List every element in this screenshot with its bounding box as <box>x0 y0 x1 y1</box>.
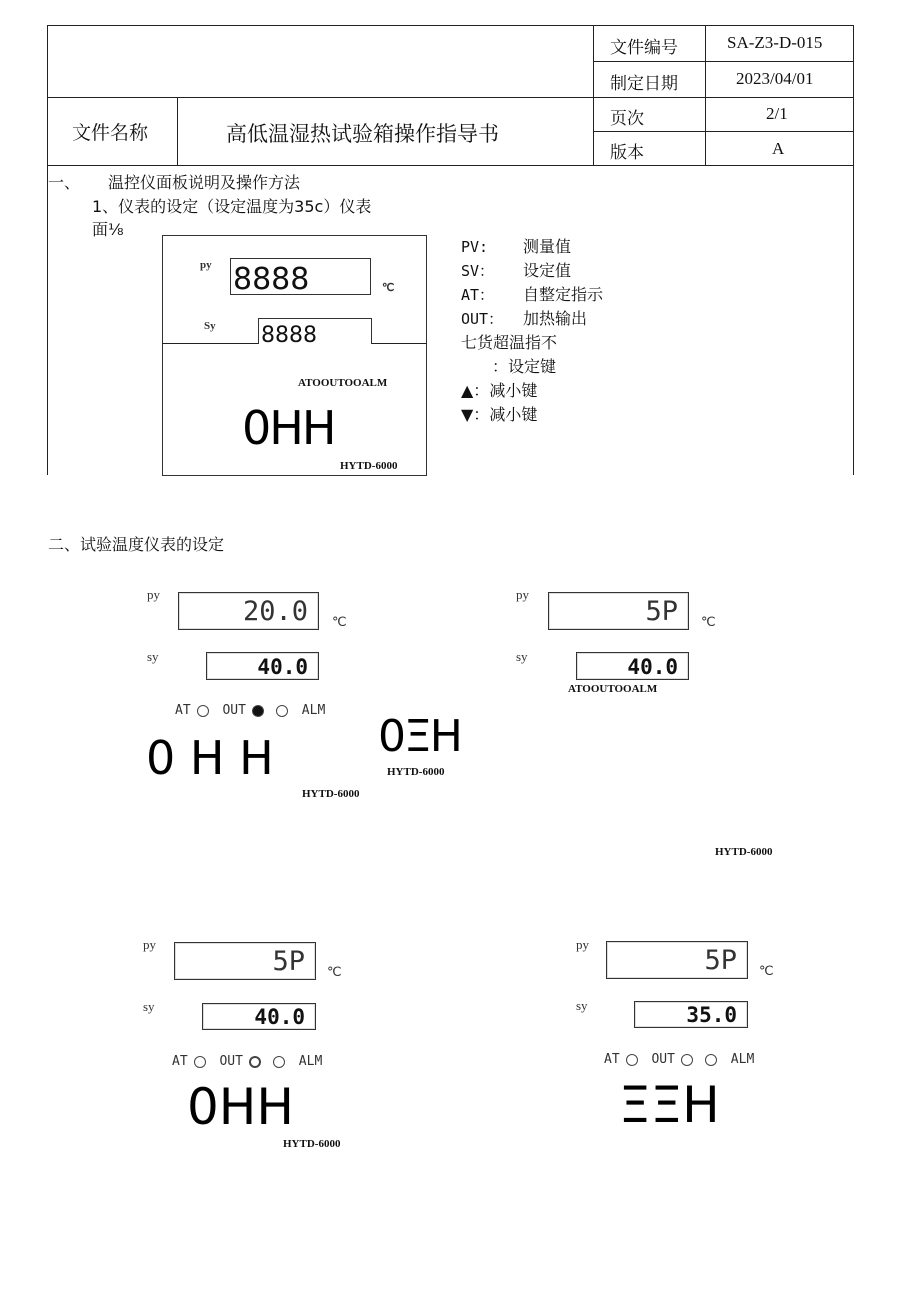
document-title: 高低温湿热试验箱操作指导书 <box>226 122 499 146</box>
panel-c-pv-value: 5P <box>272 946 305 977</box>
panel-d-at-label: AT <box>604 1052 620 1067</box>
legend-row-alarm: 七货超温指不 <box>461 333 558 352</box>
panel-d-sv-value: 35.0 <box>686 1003 737 1027</box>
panel-a-out-label: OUT <box>222 703 246 718</box>
out-led-icon <box>252 705 264 717</box>
version-value: A <box>772 139 785 158</box>
panel-c-out-label: OUT <box>219 1054 243 1069</box>
date-value: 2023/04/01 <box>736 69 814 88</box>
file-name-label: 文件名称 <box>72 122 149 144</box>
panel-c-keys: 0HH <box>187 1078 295 1136</box>
panel-a-indicators <box>175 703 325 718</box>
panel1-keys: 0HH <box>242 401 335 455</box>
alm-led-icon <box>273 1056 285 1068</box>
panel-b-model: HYTD-6000 <box>387 766 445 778</box>
panel-d-pv-value: 5P <box>704 945 737 976</box>
panel-b-pv-label: py <box>516 587 529 602</box>
panel-c-model: HYTD-6000 <box>283 1138 341 1150</box>
at-led-icon <box>626 1054 638 1066</box>
panel-d-sv-display <box>634 1001 748 1028</box>
panel-c-unit: ℃ <box>327 964 342 979</box>
at-led-icon <box>194 1056 206 1068</box>
panel-a-sv-label: sy <box>147 649 159 664</box>
panel1-sv-display <box>258 318 372 344</box>
panel-c-at-label: AT <box>172 1054 188 1069</box>
panel-a-pv-display <box>178 592 319 630</box>
panel1-sv-value: 8888 <box>261 323 317 344</box>
section1-sub-line2: 面⅛ <box>92 220 124 239</box>
panel-c-alm-label: ALM <box>298 1054 323 1069</box>
panel-a-unit: ℃ <box>332 614 347 629</box>
panel-c-sv-display <box>202 1003 316 1030</box>
legend-row-pv: PV: 测量值 <box>461 237 572 256</box>
panel1-pv-display <box>230 258 371 295</box>
panel1-pv-value: 8888 <box>233 262 310 297</box>
panel-c-pv-display <box>174 942 316 980</box>
panel-b-sv-value: 40.0 <box>627 655 678 679</box>
panel-d-unit: ℃ <box>759 963 774 978</box>
panel-b-keys: 0ΞH <box>378 711 461 762</box>
panel-b-sv-display <box>576 652 689 680</box>
panel1-pv-label: py <box>200 259 212 271</box>
date-label: 制定日期 <box>610 74 678 94</box>
panel-c-sv-value: 40.0 <box>254 1005 305 1029</box>
panel1-model: HYTD-6000 <box>340 460 398 472</box>
alm-led-icon <box>705 1054 717 1066</box>
legend-row-up-key: ▲：减小键 <box>461 381 538 400</box>
page-value: 2/1 <box>766 104 788 123</box>
legend-row-down-key: ▼：减小键 <box>461 405 538 424</box>
panel-a-sv-display <box>206 652 319 680</box>
panel-d-pv-display <box>606 941 748 979</box>
panel-b-pv-display <box>548 592 689 630</box>
section1-sub-line1: 1、仪表的设定（设定温度为35c）仪表 <box>92 197 372 216</box>
panel-a-sv-value: 40.0 <box>257 655 308 679</box>
doc-no-value: SA-Z3-D-015 <box>727 33 823 52</box>
at-led-icon <box>197 705 209 717</box>
panel1-unit: ℃ <box>382 282 395 294</box>
panel-b-pv-value: 5P <box>645 596 678 627</box>
panel1-sv-label: Sy <box>204 320 216 332</box>
panel-d-out-label: OUT <box>651 1052 675 1067</box>
panel-a-pv-label: py <box>147 587 160 602</box>
out-led-icon <box>249 1056 261 1068</box>
legend-row-out: OUT： 加热输出 <box>461 309 588 328</box>
panel-a-pv-value: 20.0 <box>242 596 308 627</box>
alm-led-icon <box>276 705 288 717</box>
panel-d-alm-label: ALM <box>730 1052 755 1067</box>
panel-a-at-label: AT <box>175 703 191 718</box>
panel-d-indicators <box>604 1052 754 1067</box>
panel-d-pv-label: py <box>576 937 589 952</box>
panel-d-sv-label: sy <box>576 998 588 1013</box>
panel-c-sv-label: sy <box>143 999 155 1014</box>
panel-b-indicators: ATOOUTOOALM <box>568 683 658 695</box>
panel-b-model-far: HYTD-6000 <box>715 846 773 858</box>
version-label: 版本 <box>610 143 644 163</box>
panel1-indicators: ATOOUTOOALM <box>298 377 388 389</box>
section1-title: 温控仪面板说明及操作方法 <box>108 173 301 192</box>
panel-b-unit: ℃ <box>701 614 716 629</box>
section2-title: 二、试验温度仪表的设定 <box>48 535 225 554</box>
panel-a-alm-label: ALM <box>301 703 326 718</box>
panel-c-indicators <box>172 1054 322 1069</box>
legend-row-set-key: ：设定键 <box>492 357 557 376</box>
doc-no-label: 文件编号 <box>610 38 678 58</box>
panel-d-keys: ΞΞH <box>619 1076 720 1134</box>
panel-c-pv-label: py <box>143 937 156 952</box>
section1-number: 一、 <box>48 173 81 192</box>
panel-b-sv-label: sy <box>516 649 528 664</box>
legend-row-sv: SV： 设定值 <box>461 261 572 280</box>
out-led-icon <box>681 1054 693 1066</box>
panel-a-model: HYTD-6000 <box>302 788 360 800</box>
page-label: 页次 <box>610 109 644 129</box>
legend-row-at: AT： 自整定指示 <box>461 285 604 304</box>
panel-a-keys: 0 H H <box>146 731 274 785</box>
